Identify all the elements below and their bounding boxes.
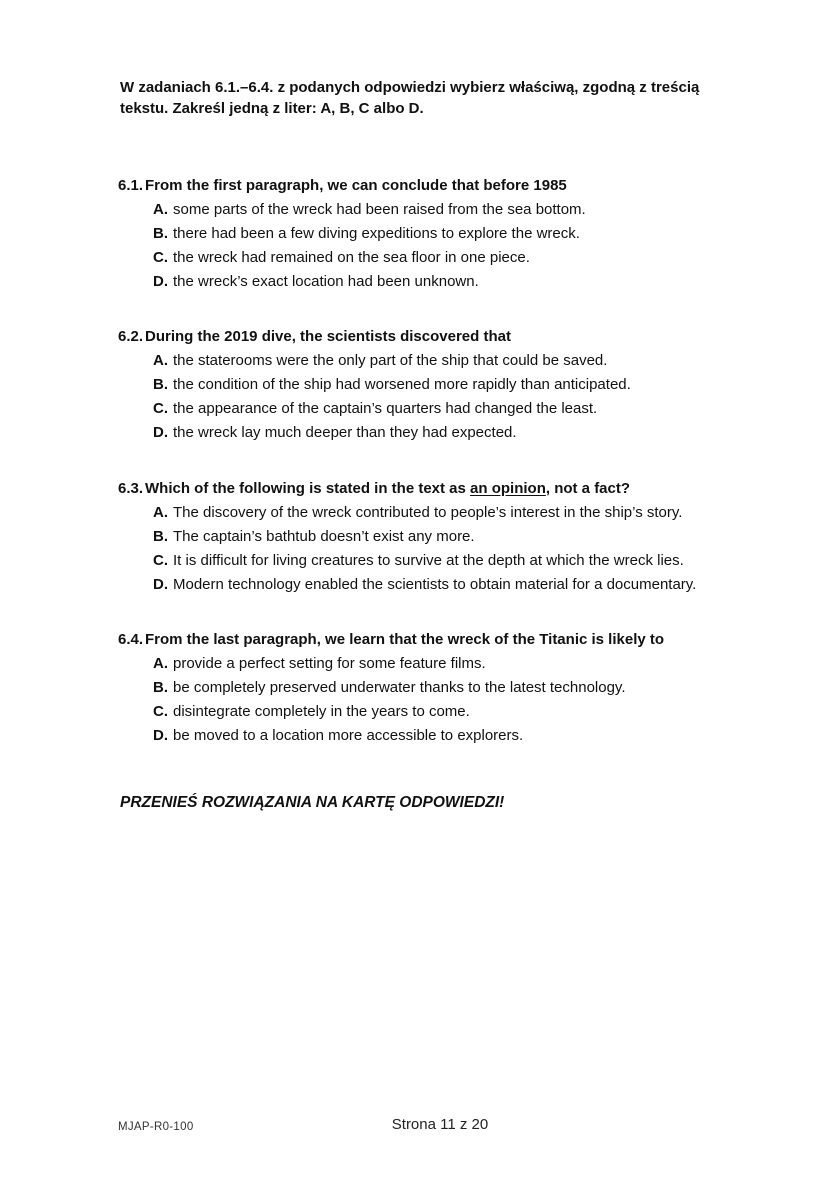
footer-page-number: Strona 11 z 20 <box>391 1116 489 1133</box>
option-text: some parts of the wreck had been raised from the sea bottom. <box>173 201 586 218</box>
option-letter: D. <box>153 576 168 593</box>
task-instruction-line2: tekstu. Zakreśl jedną z liter: A, B, C albo D. <box>120 100 424 117</box>
option-letter: C. <box>153 249 168 266</box>
option-letter: A. <box>153 201 168 218</box>
option-letter: B. <box>153 528 168 545</box>
option-text: provide a perfect setting for some feature films. <box>173 655 486 672</box>
option-b <box>118 373 631 397</box>
option-text: the wreck had remained on the sea floor in one piece. <box>173 249 530 266</box>
option-letter: A. <box>153 655 168 672</box>
question-number: 6.4. <box>118 631 144 648</box>
option-text: there had been a few diving expeditions to explore the wreck. <box>173 225 580 242</box>
option-text: It is difficult for living creatures to survive at the depth at which the wreck lies. <box>173 552 684 569</box>
question-number: 6.3. <box>118 480 144 497</box>
transfer-answers-note: PRZENIEŚ ROZWIĄZANIA NA KARTĘ ODPOWIEDZI! <box>120 794 505 811</box>
option-c <box>118 397 631 421</box>
option-letter: D. <box>153 424 168 441</box>
option-text: The discovery of the wreck contributed to people’s interest in the ship’s story. <box>173 504 683 521</box>
question-6-2 <box>118 325 631 445</box>
option-b <box>118 222 586 246</box>
option-letter: C. <box>153 400 168 417</box>
question-title <box>118 477 696 501</box>
question-title <box>118 628 664 652</box>
option-letter: D. <box>153 273 168 290</box>
option-a <box>118 349 631 373</box>
question-6-3 <box>118 477 696 597</box>
question-6-4 <box>118 628 664 748</box>
option-text: the staterooms were the only part of the ship that could be saved. <box>173 352 608 369</box>
option-text: be moved to a location more accessible to explorers. <box>173 727 524 744</box>
option-letter: C. <box>153 703 168 720</box>
option-letter: C. <box>153 552 168 569</box>
option-a <box>118 501 696 525</box>
question-title-text: Which of the following is stated in the text as an opinion, not a fact? <box>145 480 631 497</box>
option-text: the wreck lay much deeper than they had expected. <box>173 424 517 441</box>
question-title-text: During the 2019 dive, the scientists discovered that <box>145 328 511 345</box>
option-letter: B. <box>153 376 168 393</box>
question-title <box>118 174 586 198</box>
option-d <box>118 270 586 294</box>
option-b <box>118 525 696 549</box>
option-a <box>118 198 586 222</box>
footer-form-code: MJAP-R0-100 <box>118 1121 194 1133</box>
option-text: Modern technology enabled the scientists to obtain material for a documentary. <box>173 576 697 593</box>
underlined-phrase: an opinion <box>470 480 546 497</box>
question-title-text: From the last paragraph, we learn that the wreck of the Titanic is likely to <box>145 631 665 648</box>
option-a <box>118 652 664 676</box>
option-b <box>118 676 664 700</box>
option-c <box>118 700 664 724</box>
option-text: the condition of the ship had worsened more rapidly than anticipated. <box>173 376 631 393</box>
question-title <box>118 325 631 349</box>
task-instruction-line1: W zadaniach 6.1.–6.4. z podanych odpowiedzi wybierz właściwą, zgodną z treścią <box>120 79 700 96</box>
question-number: 6.1. <box>118 177 144 194</box>
option-d <box>118 421 631 445</box>
option-c <box>118 549 696 573</box>
option-letter: B. <box>153 225 168 242</box>
option-d <box>118 724 664 748</box>
option-c <box>118 246 586 270</box>
option-text: the appearance of the captain’s quarters had changed the least. <box>173 400 598 417</box>
question-number: 6.2. <box>118 328 144 345</box>
option-text: The captain’s bathtub doesn’t exist any more. <box>173 528 475 545</box>
option-letter: D. <box>153 727 168 744</box>
option-text: be completely preserved underwater thanks to the latest technology. <box>173 679 626 696</box>
question-title-text: From the first paragraph, we can conclude that before 1985 <box>145 177 567 194</box>
task-instruction <box>120 77 699 119</box>
option-letter: A. <box>153 352 168 369</box>
option-d <box>118 573 696 597</box>
option-text: disintegrate completely in the years to come. <box>173 703 470 720</box>
option-letter: B. <box>153 679 168 696</box>
option-letter: A. <box>153 504 168 521</box>
option-text: the wreck’s exact location had been unknown. <box>173 273 479 290</box>
question-6-1 <box>118 174 586 294</box>
